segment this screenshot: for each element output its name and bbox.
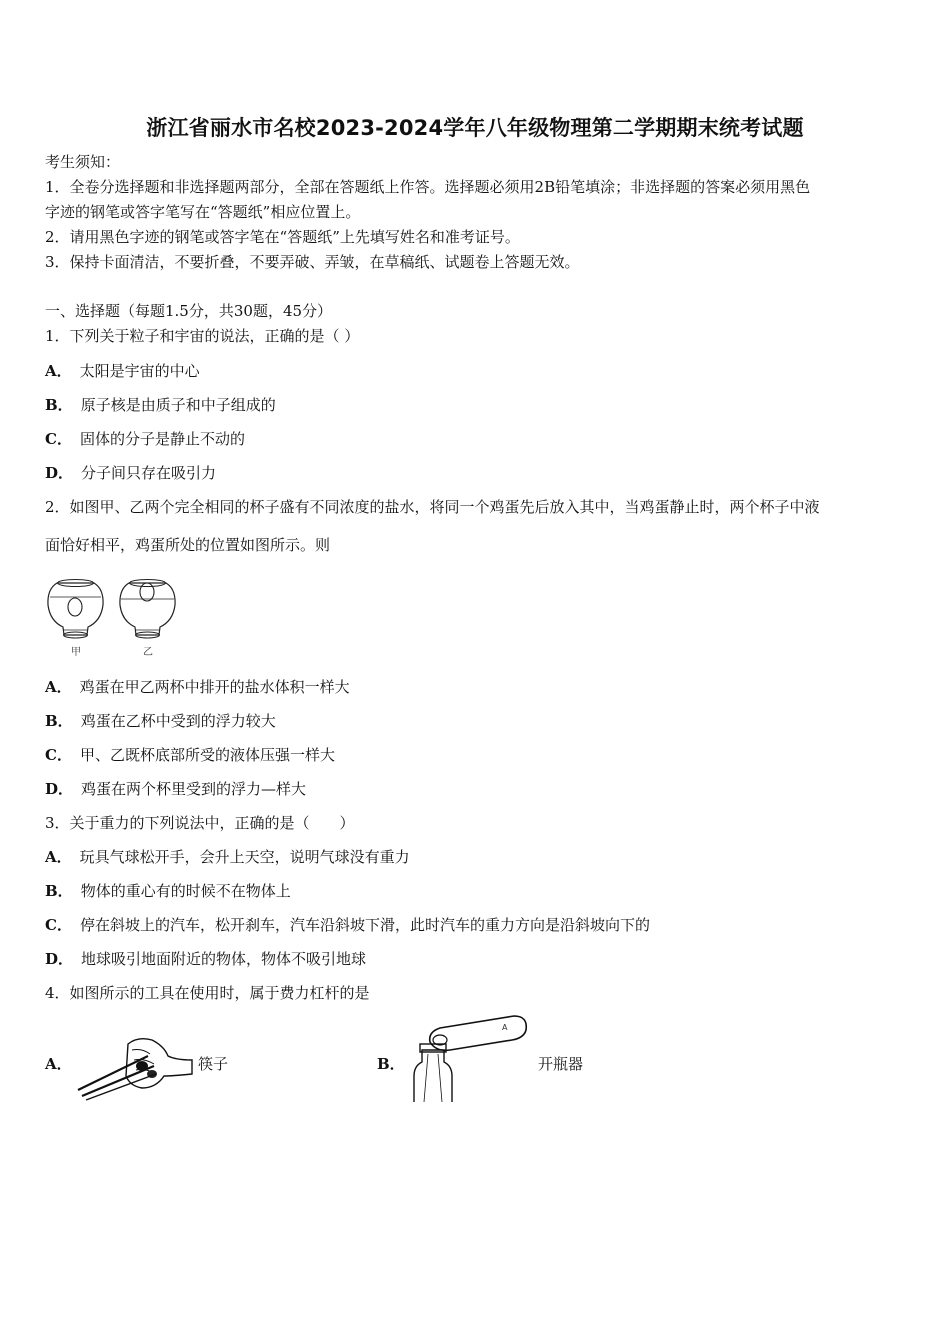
notice-item: 2．请用黑色字迹的钢笔或答字笔在“答题纸”上先填写姓名和准考证号。	[45, 228, 520, 246]
question-stem-2: 2．如图甲、乙两个完全相同的杯子盛有不同浓度的盐水，将同一个鸡蛋先后放入其中，当鸡蛋静止时，两个杯子中液	[45, 498, 820, 516]
option-label: C．	[45, 746, 72, 764]
q4-option-b-text: 开瓶器	[538, 1055, 584, 1073]
option-text: 固体的分子是静止不动的	[79, 430, 245, 448]
q1-option-b	[45, 395, 276, 415]
option-label: D．	[45, 464, 74, 482]
option-text: 太阳是宇宙的中心	[79, 362, 200, 380]
q1-option-d	[45, 463, 216, 483]
option-label: D．	[45, 780, 74, 798]
option-text: 停在斜坡上的汽车，松开刹车，汽车沿斜坡下滑，此时汽车的重力方向是沿斜坡向下的	[79, 916, 650, 934]
section-heading: 一、选择题（每题1.5分，共30题，45分）	[45, 302, 333, 320]
option-text: 物体的重心有的时候不在物体上	[80, 882, 291, 900]
q3-option-c	[45, 915, 650, 935]
option-text: 鸡蛋在甲乙两杯中排开的盐水体积一样大	[79, 678, 350, 696]
option-text: 分子间只存在吸引力	[81, 464, 217, 482]
egg-cups-figure	[45, 575, 190, 665]
option-text: 原子核是由质子和中子组成的	[80, 396, 276, 414]
cup-yi-icon	[120, 580, 175, 639]
option-text: 鸡蛋在乙杯中受到的浮力较大	[80, 712, 276, 730]
option-text: 玩具气球松开手，会升上天空，说明气球没有重力	[79, 848, 410, 866]
q1-option-c	[45, 429, 245, 449]
figure-label-jia: 甲	[71, 647, 81, 658]
q4-option-b-label: B．	[377, 1055, 405, 1073]
q3-option-d	[45, 949, 366, 969]
q2-option-b	[45, 711, 276, 731]
option-label: A．	[45, 678, 72, 696]
question-stem-2-cont: 面恰好相平，鸡蛋所处的位置如图所示。则	[45, 536, 331, 554]
option-label: B．	[45, 396, 73, 414]
notice-heading: 考生须知：	[45, 153, 121, 171]
option-text: 鸡蛋在两个杯里受到的浮力—样大	[81, 780, 307, 798]
q2-option-a	[45, 677, 350, 697]
chopsticks-hand-icon	[72, 1030, 196, 1102]
option-label: B．	[45, 712, 73, 730]
q3-option-a	[45, 847, 410, 867]
q2-option-c	[45, 745, 335, 765]
q1-option-a	[45, 361, 200, 381]
option-text: 甲、乙既杯底部所受的液体压强一样大	[79, 746, 335, 764]
q2-option-d	[45, 779, 306, 799]
option-text: 地球吸引地面附近的物体，物体不吸引地球	[81, 950, 367, 968]
option-label: C．	[45, 916, 72, 934]
option-label: D．	[45, 950, 74, 968]
notice-item: 字迹的钢笔或答字笔写在“答题纸”相应位置上。	[45, 203, 361, 221]
question-stem-3: 3．关于重力的下列说法中，正确的是（ ）	[45, 814, 355, 832]
figure-label-yi: 乙	[143, 647, 153, 658]
q4-option-a-label: A．	[45, 1055, 72, 1073]
cup-jia-icon	[48, 580, 103, 639]
question-stem-1: 1．下列关于粒子和宇宙的说法，正确的是（ ）	[45, 327, 360, 345]
q3-option-b	[45, 881, 291, 901]
svg-text:A: A	[502, 1023, 508, 1032]
bottle-opener-icon	[406, 1014, 530, 1102]
option-label: A．	[45, 848, 72, 866]
q4-option-a-text: 筷子	[198, 1055, 229, 1073]
notice-item: 3．保持卡面清洁，不要折叠，不要弄破、弄皱，在草稿纸、试题卷上答题无效。	[45, 253, 580, 271]
option-label: A．	[45, 362, 72, 380]
page-title: 浙江省丽水市名校2023-2024学年八年级物理第二学期期末统考试题	[146, 116, 804, 140]
question-stem-4: 4．如图所示的工具在使用时，属于费力杠杆的是	[45, 984, 370, 1002]
option-label: C．	[45, 430, 72, 448]
notice-item: 1．全卷分选择题和非选择题两部分，全部在答题纸上作答。选择题必须用2B铅笔填涂；非选择题的答案必须用黑色	[45, 178, 811, 196]
option-label: B．	[45, 882, 73, 900]
